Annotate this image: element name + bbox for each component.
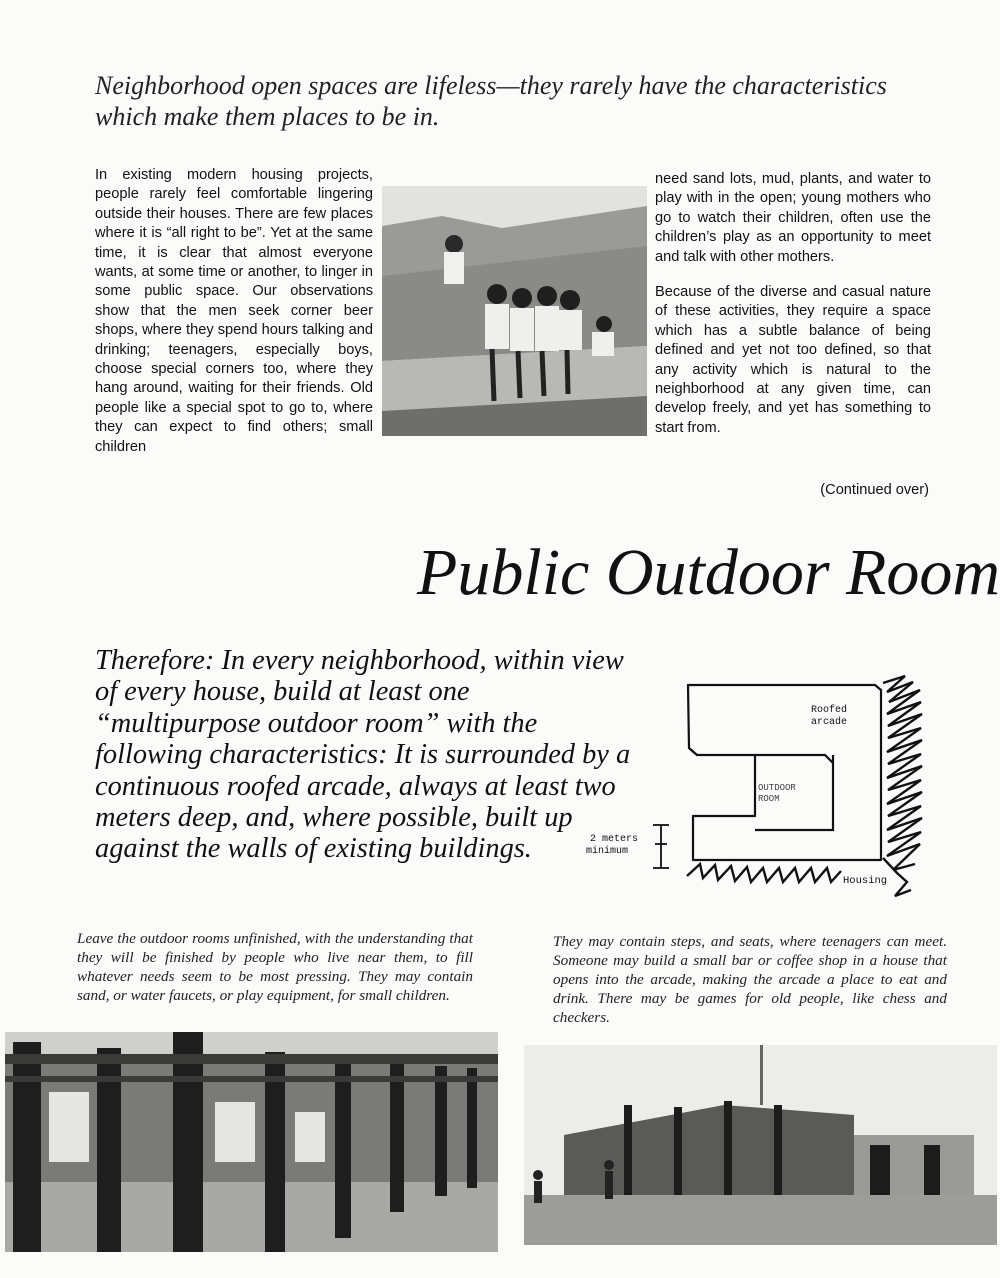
diagram-label-minimum: minimum: [586, 846, 629, 857]
body-paragraph: need sand lots, mud, plants, and water to play with in the open; young mothers who go to watch their children, often use the children’s play as an opportunity to meet and talk with other mothers.: [655, 171, 931, 265]
caption-left: Leave the outdoor rooms unfinished, with the understanding that they will be finished by people who live near them, to fill whatever needs seem to be most pressing. They may contain sand, or water faucets, or play equipment, for small children.: [77, 930, 473, 1004]
body-column-left: [95, 166, 373, 473]
body-column-right: [655, 170, 931, 454]
diagram-label-roofed: Roofed: [811, 705, 848, 716]
pattern-title: Public Outdoor Room: [417, 536, 1000, 609]
diagram-label-housing: Housing: [843, 875, 888, 887]
caption-right: They may contain steps, and seats, where teenagers can meet. Someone may build a small bar or coffee shop in a house that opens into the arcade, making the arcade a place to eat and drink. There may be games for old people, like chess and checkers.: [553, 933, 947, 1026]
diagram-label-meters: 2 meters: [590, 834, 639, 845]
headline: Neighborhood open spaces are lifeless—they rarely have the characteristics which make them places to be in.: [95, 71, 887, 131]
diagram-label-outdoor: OUTDOOR: [758, 783, 796, 793]
photo-outdoor-room-courtyard: [524, 1045, 997, 1245]
diagram-label-arcade: arcade: [811, 717, 848, 728]
therefore-statement: Therefore: In every neighborhood, within view of every house, build at least one “multipurpose outdoor room” with the following characteristics: It is surrounded by a continuous roofed arcade, always at least two meters deep, and, where possible, built up against the walls of existing buildings.: [95, 645, 631, 865]
body-paragraph: Because of the diverse and casual nature of these activities, they require a space which has a subtle balance of being defined and yet not too defined, so that any activity which is natural to the neighborhood at any given time, can develop freely, and yet has something to start from.: [655, 284, 931, 436]
outdoor-room-diagram: [575, 668, 940, 908]
photo-arcade-columns: [5, 1032, 498, 1252]
diagram-label-room: ROOM: [758, 794, 780, 804]
continued-note: (Continued over): [820, 482, 929, 498]
body-paragraph: In existing modern housing projects, people rarely feel comfortable lingering outside their houses. There are few places where it is “all right to be”. Yet at the same time, it is clear that almost everyone wants, at some time or another, to linger in some public space. Our observations show that the men seek corner beer shops, where they spend hours talking and drinking; teenagers, especially boys, choose special corners too, where they hang around, waiting for their friends. Old people like a special spot to go to, where they can expect to find others; small children: [95, 167, 373, 455]
photo-people-on-wall: [382, 186, 647, 436]
